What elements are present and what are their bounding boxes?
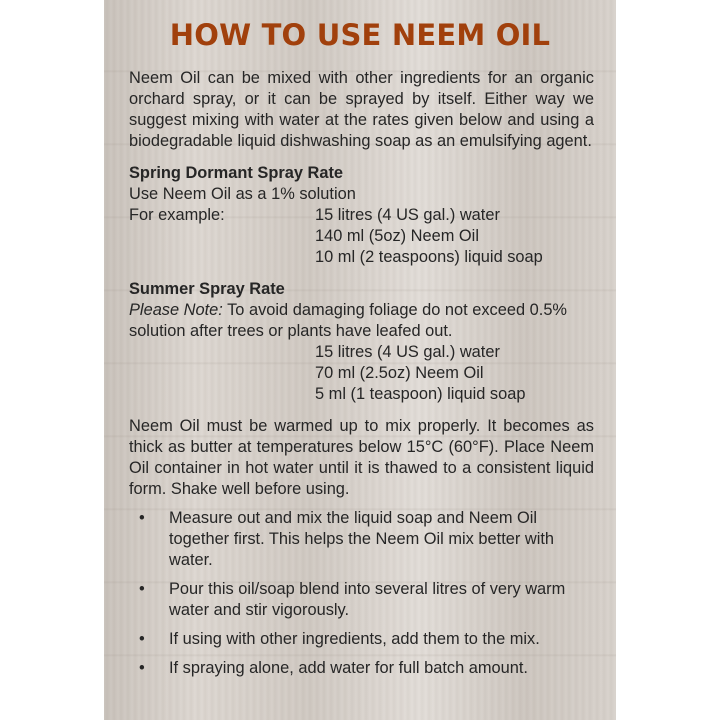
instruction-list bbox=[129, 508, 594, 679]
spring-item: 10 ml (2 teaspoons) liquid soap bbox=[315, 248, 543, 266]
list-item bbox=[129, 508, 594, 571]
summer-item: 15 litres (4 US gal.) water bbox=[315, 343, 500, 361]
bullet-icon: • bbox=[139, 630, 145, 648]
bullet-icon: • bbox=[139, 580, 145, 598]
list-item bbox=[129, 579, 594, 621]
summer-item: 70 ml (2.5oz) Neem Oil bbox=[315, 364, 484, 382]
spring-section bbox=[129, 163, 594, 268]
spring-heading: Spring Dormant Spray Rate bbox=[129, 164, 344, 182]
list-item bbox=[129, 658, 594, 679]
list-item-text: Measure out and mix the liquid soap and Neem Oil together first. This helps the Neem Oil mix better with water. bbox=[169, 509, 555, 569]
note-label: Please Note: bbox=[129, 301, 223, 319]
summer-section bbox=[129, 279, 594, 405]
list-item-text: Pour this oil/soap blend into several litres of very warm water and stir vigorously. bbox=[169, 580, 566, 619]
page-title: HOW TO USE NEEM OIL bbox=[169, 18, 551, 52]
bullet-icon: • bbox=[139, 509, 145, 527]
intro-paragraph: Neem Oil can be mixed with other ingredients for an organic orchard spray, or it can be sprayed by itself. Either way we suggest mixing with water at the rates given below and using a biodegradable liquid dishwashing soap as an emulsifying agent. bbox=[129, 69, 594, 150]
spring-solution-line: Use Neem Oil as a 1% solution bbox=[129, 185, 356, 203]
list-item-text: If using with other ingredients, add them to the mix. bbox=[169, 630, 540, 648]
note-text: To avoid damaging foliage do not exceed 0.5% solution after trees or plants have leafed out. bbox=[129, 301, 568, 340]
spring-item: 140 ml (5oz) Neem Oil bbox=[315, 227, 479, 245]
summer-heading: Summer Spray Rate bbox=[129, 280, 285, 298]
spring-item: 15 litres (4 US gal.) water bbox=[315, 206, 500, 224]
example-label: For example: bbox=[129, 206, 225, 224]
list-item-text: If spraying alone, add water for full batch amount. bbox=[169, 659, 528, 677]
warming-paragraph: Neem Oil must be warmed up to mix properly. It becomes as thick as butter at temperatures below 15°C (60°F). Place Neem Oil container in hot water until it is thawed to a consistent liquid form. Shake well before using. bbox=[129, 417, 594, 498]
content bbox=[129, 68, 594, 687]
instruction-card bbox=[104, 0, 616, 720]
list-item bbox=[129, 629, 594, 650]
summer-item: 5 ml (1 teaspoon) liquid soap bbox=[315, 385, 526, 403]
summer-note bbox=[129, 300, 594, 342]
spring-example-row bbox=[129, 205, 594, 226]
bullet-icon: • bbox=[139, 659, 145, 677]
